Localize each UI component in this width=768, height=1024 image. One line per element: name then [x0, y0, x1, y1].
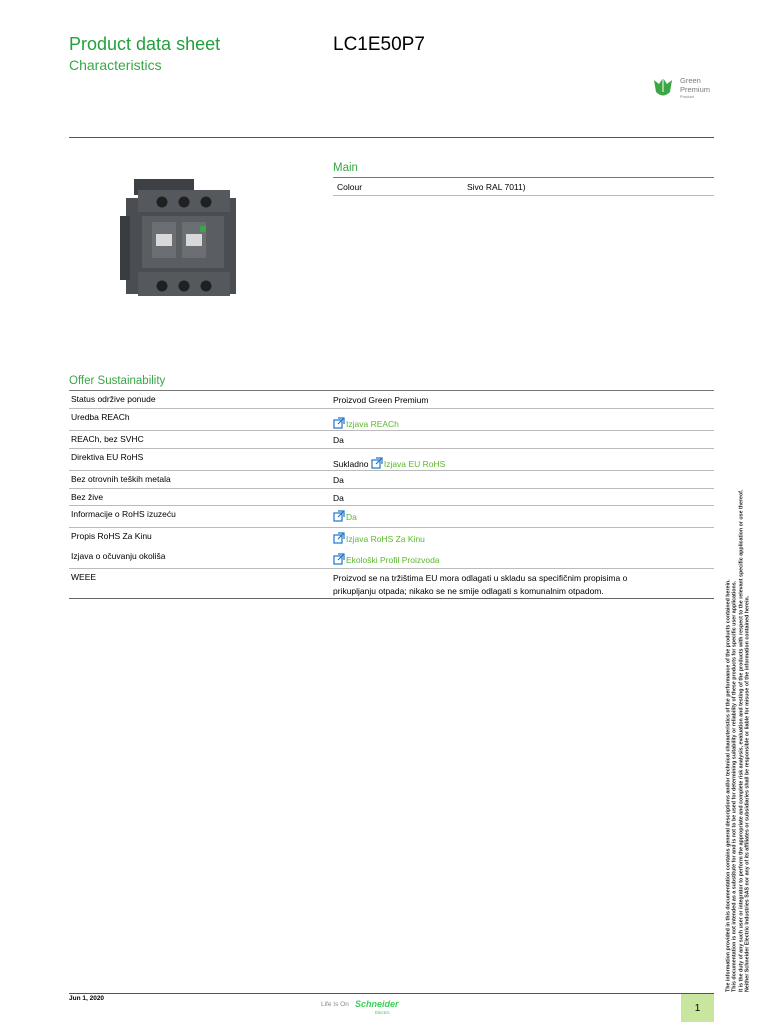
eu-rohs-declaration-link[interactable]: Izjava EU RoHS [371, 459, 445, 469]
row-label: Colour [337, 182, 363, 192]
svg-text:Electric: Electric [375, 1010, 390, 1015]
row-value: Proizvod Green Premium [333, 395, 429, 405]
external-link-icon [333, 510, 345, 522]
offer-sustainability-table [69, 390, 714, 599]
row-value: Da [333, 493, 344, 503]
contactor-product-image [120, 176, 242, 302]
table-row [69, 528, 714, 548]
row-label: Direktiva EU RoHS [71, 452, 144, 462]
life-is-on-tagline: Life Is On [321, 1001, 349, 1008]
row-label: Bez otrovnih teških metala [71, 474, 171, 484]
table-row [69, 569, 714, 599]
table-row [69, 489, 714, 506]
page-number: 1 [681, 994, 714, 1022]
row-value: Proizvod se na tržištima EU mora odlagati u skladu sa specifičnim propisima o prikupljanju otpada; nikako se ne smije odlagati s komunalnim otpadom. [333, 573, 628, 596]
row-value [333, 528, 714, 548]
rohs-status-text: Sukladno [333, 459, 369, 469]
publication-date: Jun 1, 2020 [69, 995, 105, 1002]
row-label: Informacije o RoHS izuzeću [71, 509, 176, 519]
table-row [69, 431, 714, 449]
row-label: Uredba REACh [71, 412, 130, 422]
disclaimer: The information provided in this documentation contains general descriptions and/or technical characteristics of the performance of the products contained herein. This documentation is not intended as a substitute for and is not to be used for determining suitability or reliability of these products for specific user applications. It is the duty of any such user or integrator to perform the appropriate and complete risk analysis, evaluation and testing of the products with respect to the relevant specific application or use thereof. Neither Schneider Electric Industries SAS nor any of its affiliates or subsidiaries shall be responsible or liable for misuse of the information contained herein. [725, 489, 751, 992]
row-value: Da [333, 435, 344, 445]
row-value: Da [333, 475, 344, 485]
table-row [69, 471, 714, 489]
reach-declaration-link[interactable]: Izjava REACh [333, 419, 399, 429]
environmental-profile-link[interactable]: Ekološki Profil Proizvoda [333, 555, 440, 565]
product-reference: LC1E50P7 [333, 34, 425, 55]
schneider-electric-logo [353, 996, 399, 1016]
row-label: Status održive ponude [71, 394, 156, 404]
external-link-icon [333, 553, 345, 565]
row-label: Propis RoHS Za Kinu [71, 531, 152, 541]
table-row [69, 409, 714, 431]
main-table [333, 177, 714, 196]
china-rohs-declaration-link[interactable]: Izjava RoHS Za Kinu [333, 534, 425, 544]
main-section-heading: Main [333, 162, 358, 174]
rohs-exemption-link[interactable]: Da [333, 512, 357, 522]
row-label: REACh, bez SVHC [71, 434, 144, 444]
offer-sustainability-heading: Offer Sustainability [69, 375, 166, 387]
row-value [333, 409, 714, 430]
table-row [69, 506, 714, 528]
table-row [69, 548, 714, 569]
green-premium-badge: Green Premium Product [680, 76, 711, 99]
row-value [333, 449, 714, 470]
page-title: Product data sheet [69, 34, 221, 54]
external-link-icon [333, 417, 345, 429]
svg-text:Schneider: Schneider [355, 999, 399, 1009]
header-divider [69, 137, 714, 138]
table-row [69, 449, 714, 471]
footer-divider [69, 993, 714, 994]
table-row [333, 178, 714, 196]
row-label: WEEE [71, 572, 97, 582]
row-value: Sivo RAL 7011) [467, 182, 526, 192]
external-link-icon [371, 457, 383, 469]
row-value [333, 506, 714, 527]
page-subtitle: Characteristics [69, 57, 162, 73]
row-label: Bez žive [71, 492, 104, 502]
table-row [69, 391, 714, 409]
row-label: Izjava o očuvanju okoliša [71, 551, 166, 561]
external-link-icon [333, 532, 345, 544]
row-value [333, 548, 714, 568]
